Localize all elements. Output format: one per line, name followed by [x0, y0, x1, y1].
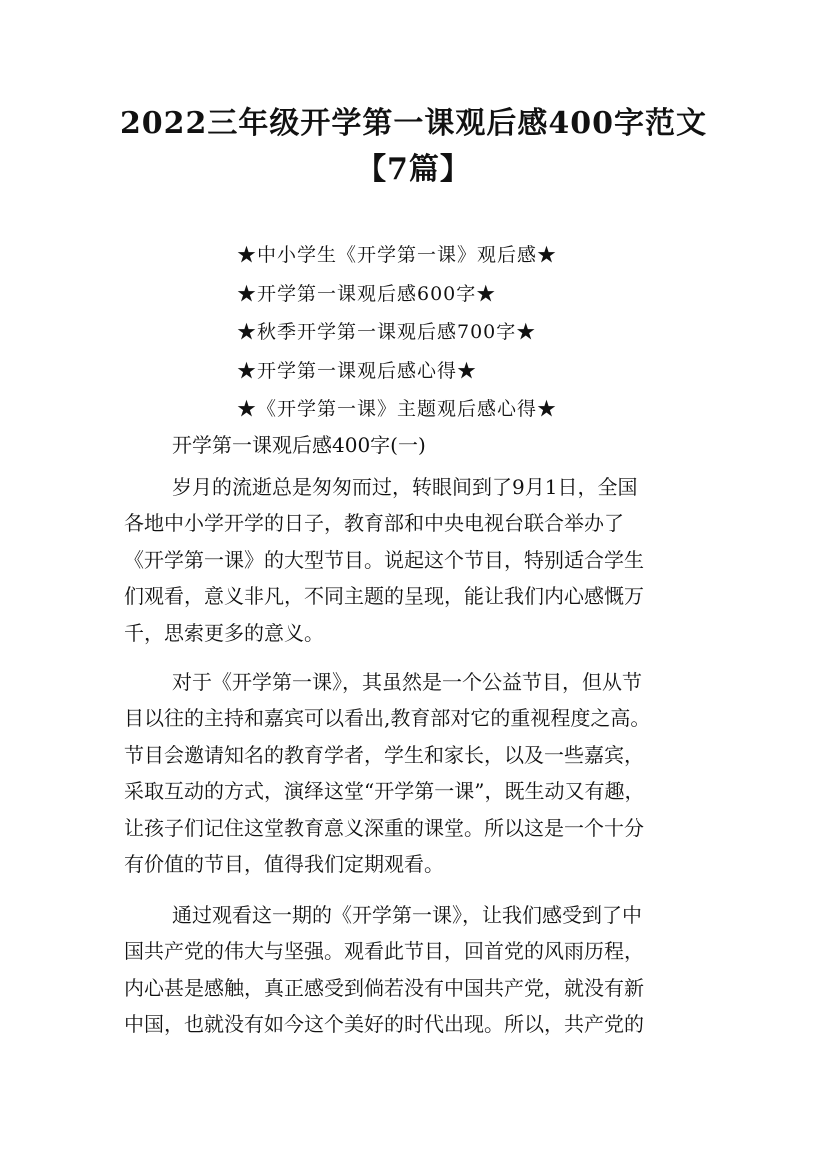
paragraph-line: 国共产党的伟大与坚强。观看此节目，回首党的风雨历程， [124, 939, 644, 964]
section-title: 开学第一课观后感400字(一) [172, 433, 426, 457]
paragraph-line: 中国，也就没有如今这个美好的时代出现。所以，共产党的 [124, 1012, 644, 1037]
paragraph-line: 通过观看这一期的《开学第一课》，让我们感受到了中 [172, 903, 642, 927]
toc-item: ★《开学第一课》主题观后感心得★ [237, 398, 558, 420]
paragraph-line: 内心甚是感触，真正感受到倘若没有中国共产党，就没有新 [124, 975, 644, 1000]
table-of-contents [237, 236, 557, 429]
paragraph-line: 各地中小学开学的日子，教育部和中央电视台联合举办了 [124, 511, 624, 536]
paragraph-line: 千，思索更多的意义。 [124, 620, 324, 645]
paragraph-3 [124, 897, 714, 1043]
toc-item: ★秋季开学第一课观后感700字★ [237, 321, 537, 343]
paragraph-line: 有价值的节目，值得我们定期观看。 [124, 851, 444, 876]
paragraph-line: 对于《开学第一课》，其虽然是一个公益节目，但从节 [172, 670, 642, 694]
paragraph-line: 岁月的流逝总是匆匆而过，转眼间到了9月1日，全国 [172, 475, 638, 499]
toc-item: ★中小学生《开学第一课》观后感★ [237, 244, 558, 266]
paragraph-2 [124, 664, 714, 882]
paragraph-line: 让孩子们记住这堂教育意义深重的课堂。所以这是一个十分 [124, 815, 644, 840]
toc-item: ★开学第一课观后感心得★ [237, 359, 478, 382]
paragraph-line: 目以往的主持和嘉宾可以看出,教育部对它的重视程度之高。 [124, 706, 651, 731]
document-title-line2: 【7篇】 [356, 152, 471, 187]
paragraph-1 [124, 469, 714, 651]
paragraph-line: 采取互动的方式，演绎这堂“开学第一课”，既生动又有趣， [124, 779, 645, 804]
toc-item: ★开学第一课观后感600字★ [237, 282, 497, 305]
document-title-line1: 2022三年级开学第一课观后感400字范文 [119, 106, 708, 141]
paragraph-line: 节目会邀请知名的教育学者，学生和家长，以及一些嘉宾， [124, 742, 644, 767]
paragraph-line: 《开学第一课》的大型节目。说起这个节目，特别适合学生 [124, 547, 644, 572]
paragraph-line: 们观看，意义非凡，不同主题的呈现，能让我们内心感慨万 [124, 584, 644, 609]
